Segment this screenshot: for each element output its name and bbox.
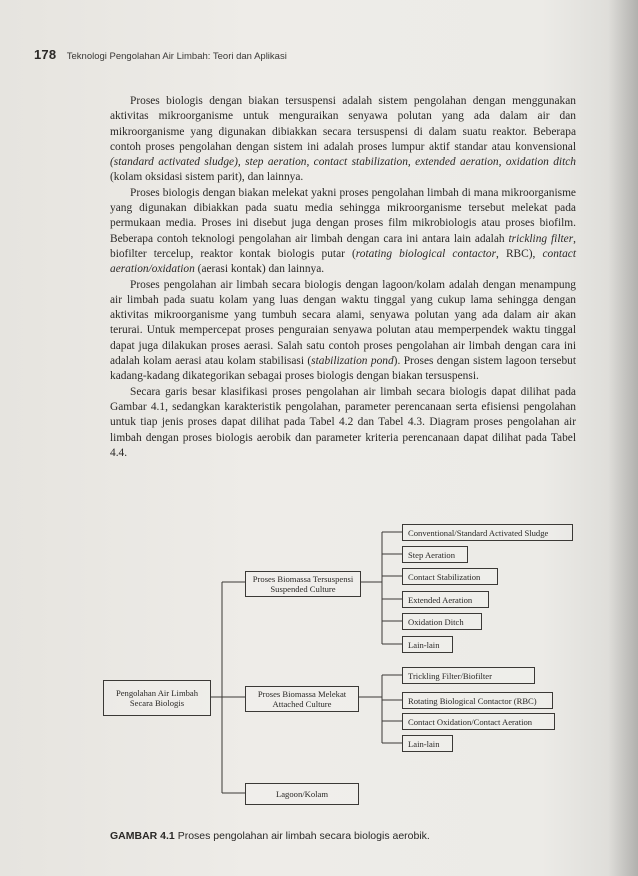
box-conventional-activated-sludge: Conventional/Standard Activated Sludge: [402, 524, 573, 541]
box-attached-lain-lain: Lain-lain: [402, 735, 453, 752]
box-rbc: Rotating Biological Contactor (RBC): [402, 692, 553, 709]
text-run: ). Proses dengan sistem lagoon tersebut kadang-kadang dikategorikan sebagai proses biologis dengan biakan tersuspensi.: [110, 355, 576, 383]
box-suspended-lain-lain: Lain-lain: [402, 636, 453, 653]
box-oxidation-ditch: Oxidation Ditch: [402, 613, 482, 630]
box-lagoon: Lagoon/Kolam: [245, 783, 359, 805]
caption-text: Proses pengolahan air limbah secara biologis aerobik.: [177, 830, 430, 842]
italic-term: (standard activated sludge), step aeration, contact stabilization, extended aeration, oxidation ditch: [110, 156, 576, 169]
box-extended-aeration: Extended Aeration: [402, 591, 489, 608]
box-suspended-culture: Proses Biomassa Tersuspensi Suspended Culture: [245, 571, 361, 597]
text-run: Secara garis besar klasifikasi proses pengolahan air limbah secara biologis dapat dilihat pada Gambar 4.1, sedangkan karakteristik pengolahan, parameter perencanaan serta efisiensi pengolahan untuk tiap jenis proses dapat dilihat pada Tabel 4.2 dan Tabel 4.3. Diagram proses pengolahan air limbah dengan proses biologis aerobik dan parameter kriteria perencanaan dapat dilihat pada Tabel 4.4.: [110, 385, 576, 459]
text-run: Proses biologis dengan biakan melekat yakni proses pengolahan limbah di mana mikroorganisme yang digunakan dibiakkan pada suatu media sehingga mikroorganisme tersebut melekat pada permukaan media. Proses ini disebut juga dengan proses film mikrobiologis atau proses biofilm. Beberapa contoh teknologi pengolahan air limbah dengan cara ini antara lain adalah: [110, 186, 576, 245]
caption-label: GAMBAR 4.1: [110, 830, 175, 842]
text-run: Proses biologis dengan biakan tersuspensi adalah sistem pengolahan dengan menggunakan aktivitas mikroorganisme untuk menguraikan senyawa polutan yang ada dalam air dan mikroorganisme yang digunakan dibiakkan secara tersuspensi di dalam suatu reaktor. Beberapa contoh proses pengolahan dengan sistem ini adalah proses lumpur aktif standar atau konvensional: [110, 95, 576, 153]
text-run: , RBC),: [496, 247, 543, 260]
box-trickling-filter: Trickling Filter/Biofilter: [402, 667, 535, 684]
box-step-aeration: Step Aeration: [402, 546, 468, 563]
box-attached-culture: Proses Biomassa Melekat Attached Culture: [245, 686, 359, 712]
text-run: (aerasi kontak) dan lainnya.: [194, 263, 325, 276]
italic-term: stabilization pond: [311, 355, 394, 368]
italic-term: rotating biological contactor: [355, 247, 497, 260]
italic-term: contact aeration/oxidation: [110, 247, 576, 276]
italic-term: trickling filter: [508, 232, 574, 245]
text-run: , biofilter tercelup, reaktor kontak biologis putar (: [110, 232, 577, 260]
text-run: Proses pengolahan air limbah secara biologis dengan lagoon/kolam adalah dengan menampung air limbah pada suatu kolam yang luas dengan waktu tinggal yang cukup lama sehingga dengan aktivitas mikroorganisme yang tumbuh secara alami, senyawa polutan yang ada dalam air akan terurai. Untuk mempercepat proses penguraian senyawa polutan atau memperpendek waktu tinggal dapat juga dilakukan proses aerasi. Salah satu contoh proses pengolahan air limbah dengan cara ini adalah kolam aerasi atau kolam stabilisasi (: [110, 278, 576, 368]
page-number: 178: [34, 47, 57, 62]
box-root: Pengolahan Air Limbah Secara Biologis: [103, 680, 211, 716]
running-head: Teknologi Pengolahan Air Limbah: Teori dan Aplikasi: [66, 51, 287, 62]
text-run: (kolam oksidasi sistem parit), dan lainnya.: [110, 171, 304, 184]
box-contact-stabilization: Contact Stabilization: [402, 568, 498, 585]
box-contact-oxidation: Contact Oxidation/Contact Aeration: [402, 713, 555, 730]
figure-caption: [110, 830, 430, 842]
